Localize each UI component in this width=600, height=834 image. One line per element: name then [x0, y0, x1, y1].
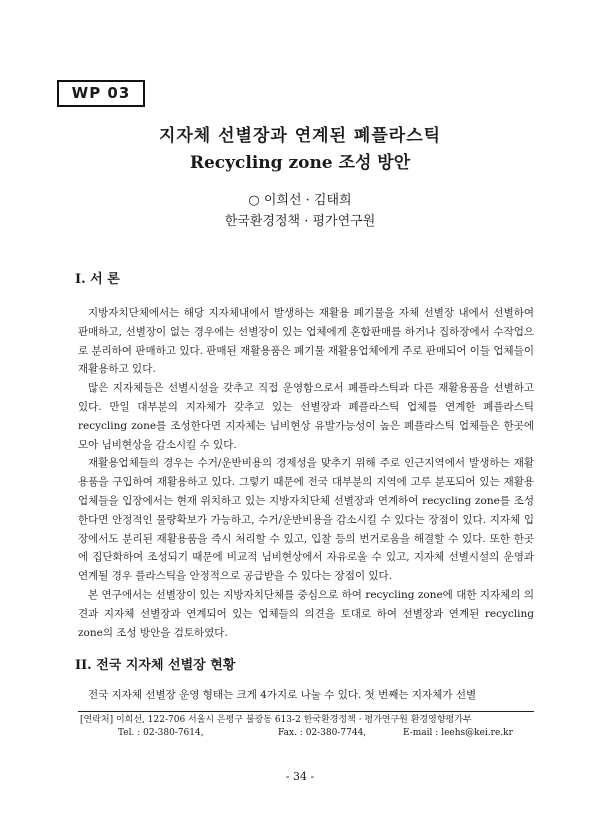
page-number: - 34 -	[285, 770, 315, 783]
paragraph: 재활용업체들의 경우는 수거/운반비용의 경제성을 맞추기 위해 주로 인근지역에서 발생하는 재활용품을 구입하여 재활용하고 있다. 그렇기 때문에 전국 대부분의 지역에 고루 분포되어 있는 재활용업체들을 입장에서는 현재 위치하고 있는 지방자치단체 선별장과 연계하여 recycling zone를 조성한다면 안정적인 물량확보가 가능하고, 수거/운반비용을 감소시킬 수 있다는 장점이 있다. 지자체 입장에서도 분리된 재활용품을 즉시 처리할 수 있고, 입찰 등의 번거로움을 해결할 수 있다. 또한 한곳에 집단화하여 조성되기 때문에 비교적 님비현상에서 자유로울 수 있고, 지자체 선별시설의 운영과 연계될 경우 플라스틱을 안정적으로 공급받을 수 있다는 장점이 있다.	[78, 457, 534, 583]
paragraph: 지방자치단체에서는 해당 지자체내에서 발생하는 재활용 폐기물을 자체 선별장 내에서 선별하여 판매하고, 선별장이 없는 경우에는 선별장이 있는 업체에게 혼합판매를 하거나 집하장에서 수작업으로 분리하여 판매하고 있다. 판매된 재활용품은 폐기물 재활용업체에게 주로 판매되어 이들 업체들이 재활용하고 있다.	[78, 307, 534, 376]
paragraph: 본 연구에서는 선별장이 있는 지방자치단체를 중심으로 하여 recycling zone에 대한 지자체의 의견과 지자체 선별장과 연계되어 있는 업체들의 의견을 토대로 하여 선별장과 연계된 recycling zone의 조성 방안을 검토하였다.	[78, 588, 534, 639]
contact-footnote	[80, 714, 535, 740]
contact-fax: Fax. : 02-380-7744,	[278, 728, 367, 738]
section-heading-status: II. 전국 지자체 선별장 현황	[75, 658, 236, 673]
paragraph: 많은 지자체들은 선별시설을 갖추고 직접 운영함으로서 폐플라스틱과 다른 재활용품을 선별하고 있다. 만일 대부분의 지자체가 갖추고 있는 선별장과 폐플라스틱 업체를 연계한 폐플라스틱 recycling zone를 조성한다면 지자체는 님비현상 유발가능성이 높은 폐플라스틱 업체들은 한곳에 모아 님비현상을 감소시킬 수 있다.	[78, 382, 534, 451]
authors: ○ 이희선 · 김태희	[248, 193, 352, 208]
affiliation: 한국환경정책 · 평가연구원	[224, 214, 376, 229]
contact-tel: Tel. : 02-380-7614,	[118, 728, 204, 738]
footnote-divider	[78, 711, 534, 712]
section-heading-introduction: I. 서 론	[75, 272, 120, 287]
contact-email: E-mail : leehs@kei.re.kr	[403, 728, 513, 738]
contact-address: [연락처] 이희선, 122-706 서울시 은평구 불광동 613-2 한국환경정책 · 평가연구원 환경영향평가부	[80, 715, 472, 725]
status-body: 전국 지자체 선별장 운영 형태는 크게 4가지로 나눌 수 있다. 첫 번째는 지자체가 선별	[88, 689, 477, 701]
paper-title-line1: 지자체 선별장과 연계된 폐플라스틱	[158, 126, 442, 146]
introduction-body	[78, 304, 534, 642]
paper-title-line2: Recycling zone 조성 방안	[189, 153, 411, 173]
paper-id-badge: WP 03	[57, 80, 145, 107]
